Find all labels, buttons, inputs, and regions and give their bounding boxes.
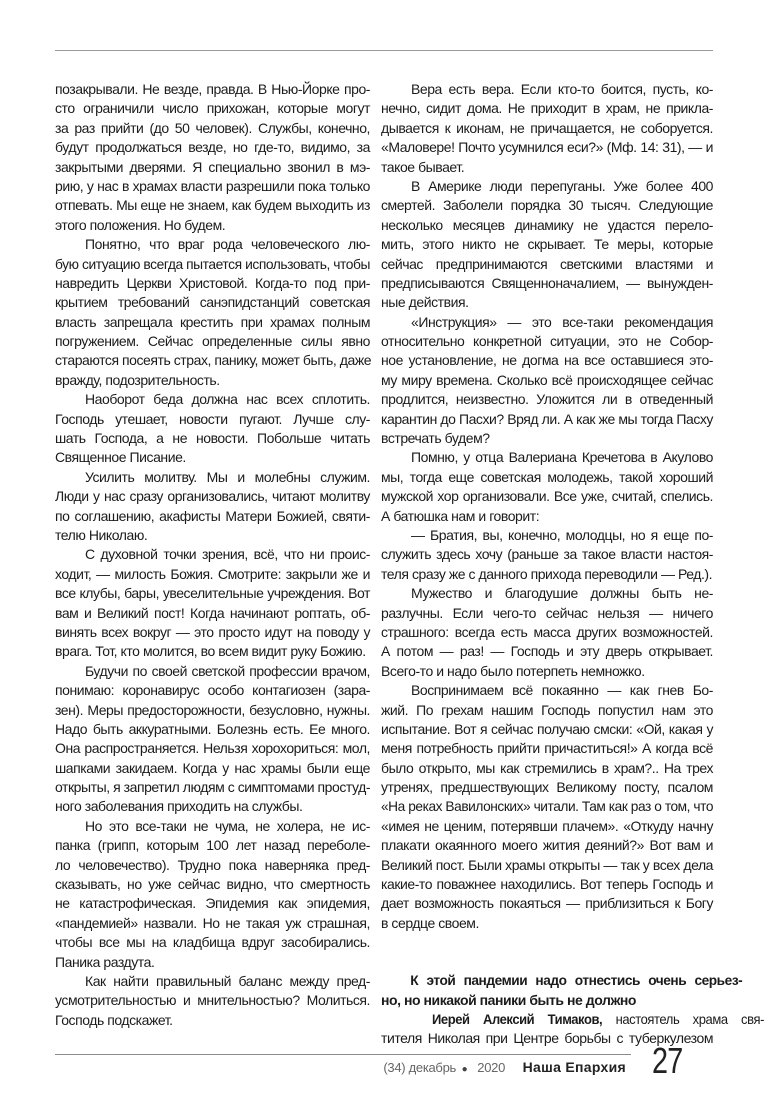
headline-line: но, но никакой паники быть не должно	[381, 991, 637, 1008]
text-line: С духовной точки зрения, всё, что ни проис-	[85, 546, 370, 563]
text-line: будут продолжаться везде, но где-то, видимо, за	[55, 139, 370, 156]
text-line: власть запрещала крестить при храмах полным	[55, 313, 370, 330]
text-line: служить здесь хочу (раньше за такое власти настоя-	[381, 546, 713, 563]
text-line: Воспринимаем всё покаянно — как гнев Бо-	[411, 682, 713, 699]
text-line: разлучны. Если чего-то сейчас нельзя — ничего	[381, 604, 713, 621]
text-line: вражду, подозрительность.	[55, 371, 220, 388]
text-line: утренях, предшествующих Великому посту, псалом	[381, 779, 713, 796]
text-line: предписываются Священноначалием, — вынужден-	[381, 274, 713, 291]
text-line: такое бывает.	[381, 158, 465, 175]
text-line: Наоборот беда должна нас всех сплотить.	[85, 391, 370, 408]
top-rule	[55, 50, 713, 51]
page-number: 27	[652, 1040, 683, 1081]
text-line: относительно конкретной ситуации, это не Собор-	[381, 333, 713, 350]
text-line: крытием требований санэпидстанций советская	[55, 294, 370, 311]
bullet-icon: ●	[461, 1064, 468, 1075]
text-line: понимаю: коронавирус особо контагиозен (зара-	[55, 682, 370, 699]
author-line: тителя Николая при Центре борьбы с туберкулезом	[381, 1030, 713, 1047]
text-line: «пандемией» назвали. Но не такая уж страшная,	[55, 914, 370, 931]
text-line: меня потребность прийти причаститься!» А когда всё	[381, 740, 713, 757]
text-line: Помню, у отца Валериана Кречетова в Акулово	[411, 449, 713, 466]
text-line: мить, этого никто не скрывает. Те меры, которые	[381, 236, 713, 253]
text-line: этого положения. Но будем.	[55, 216, 226, 233]
text-line: Надо быть аккуратными. Болезнь есть. Ее много.	[55, 720, 370, 737]
text-line: какие-то поважнее находились. Вот теперь Господь и	[381, 876, 713, 893]
text-line: дает возможность покаяться — приблизиться к Богу	[381, 895, 713, 912]
text-line: А батюшка нам и говорит:	[381, 507, 540, 524]
text-line: сказывать, но уже сейчас видно, что смертность	[55, 876, 370, 893]
text-line: Мужество и благодушие должны быть не-	[411, 585, 713, 602]
text-line: Вера есть вера. Если кто-то боится, пусть, ко-	[411, 81, 713, 97]
paragraph	[55, 662, 370, 817]
text-line: Как найти правильный баланс между пред-	[85, 972, 370, 989]
text-line: плакати окаянного моего жития деяний?» Вот вам и	[381, 837, 713, 854]
text-line: Священное Писание.	[55, 449, 186, 466]
text-line: бую ситуацию всегда пытается использовать, чтобы	[55, 255, 370, 272]
text-line: встречать будем?	[381, 430, 490, 447]
author-name: Иерей Алексий Тимаков,	[432, 1010, 603, 1027]
text-line: сто ограничили число прихожан, которые могут	[55, 100, 370, 117]
text-line: — Братия, вы, конечно, молодцы, но я еще по-	[411, 526, 713, 543]
text-line: открыты, я запретил людям с симптомами простуд-	[55, 779, 371, 796]
paragraph	[55, 390, 370, 468]
left-column	[55, 80, 370, 1030]
text-line: было открыто, мы как стремились в храм?.. На трех	[381, 759, 713, 776]
text-line: теля сразу же с данного прихода переводили — Ред.).	[381, 565, 713, 582]
text-line: Понятно, что враг рода человеческого лю-	[85, 236, 370, 253]
text-line: мы, тогда еще советская молодежь, такой хороший	[381, 468, 713, 485]
paragraph	[381, 177, 713, 313]
paragraph	[55, 972, 370, 1030]
text-line: по соглашению, акафисты Матери Божией, святи-	[55, 507, 370, 524]
text-line: «Маловере! Почто усумнился еси?» (Мф. 14: 31), — и	[381, 139, 713, 156]
text-line: винять всех вокруг — это просто идут на поводу у	[55, 623, 370, 640]
text-line: му миру времена. Сколько всё происходящее сейчас	[381, 371, 713, 388]
author-line	[381, 1010, 764, 1029]
text-line: ло человечество). Трудно пока наверняка пред-	[55, 856, 370, 873]
next-article-header	[381, 971, 764, 1049]
text-line: «имея не ценим, потерявши плачем». «Откуду начну	[381, 817, 713, 834]
text-line: закрытыми дверями. Я специально звонил в мэ-	[55, 158, 370, 175]
text-line: карантин до Пасхи? Вряд ли. А как же мы тогда Пасху	[381, 410, 713, 427]
paragraph	[55, 235, 370, 390]
text-line: Господь утешает, новости пугают. Лучше слу-	[55, 410, 370, 427]
paragraph	[55, 817, 370, 972]
text-line: ные действия.	[381, 294, 469, 311]
year-label: 2020	[477, 1060, 506, 1075]
text-line: не катастрофическая. Эпидемия как эпидемия,	[55, 895, 370, 912]
text-line: мужской хор организовали. Все уже, считай, спелись.	[381, 488, 713, 505]
text-line: стараются посеять страх, панику, может быть, даже	[55, 352, 372, 369]
text-line: Она распространяется. Нельзя хорохориться: мол,	[55, 740, 370, 757]
text-line: ходит, — милость Божия. Смотрите: закрыли же и	[55, 565, 370, 582]
text-line: продлится, неизвестно. Уложится ли в отведенный	[381, 391, 713, 408]
text-line: вам и Великий пост! Когда начинают роптать, об-	[55, 604, 370, 621]
text-line: смертей. Заболели порядка 30 тысяч. Следующие	[381, 197, 713, 214]
text-line: Всего-то и надо было потерпеть немножко.	[381, 662, 645, 679]
text-line: Люди у нас сразу организовались, читают молитву	[55, 488, 370, 505]
paragraph	[55, 468, 370, 546]
text-line: отпевать. Мы еще не знаем, как будем выходить из	[55, 197, 370, 214]
text-line: зен). Меры предосторожности, безусловно, нужны.	[55, 701, 370, 718]
text-line: в сердце своем.	[381, 914, 479, 931]
paragraph	[381, 80, 713, 177]
text-line: рию, у нас в храмах власти разрешили пока только	[55, 177, 370, 194]
text-line: шать Господа, а не новости. Побольше читать	[55, 430, 370, 447]
text-line: жий. По грехам нашим Господь попустил нам это	[381, 701, 713, 718]
text-line: погружением. Сейчас определенные силы явно	[55, 333, 370, 350]
text-line: телю Николаю.	[55, 526, 148, 543]
text-line: навредить Церкви Христовой. Когда-то под при-	[55, 274, 370, 291]
text-line: ного заболевания приходить на службы.	[55, 798, 303, 815]
author-title: настоятель храма свя-	[602, 1010, 764, 1027]
text-line: В Америке люди перепуганы. Уже более 400	[411, 177, 713, 194]
text-line: несколько месяцев динамику не удастся перело-	[381, 216, 713, 233]
text-line: испытание. Вот я сейчас получаю смски: «Ой, какая у	[381, 720, 713, 737]
text-line: сейчас предпринимаются светскими властями и	[381, 255, 713, 272]
right-column	[381, 80, 764, 1049]
bottom-rule	[55, 1054, 631, 1055]
paragraph	[381, 526, 713, 584]
magazine-name: Наша Епархия	[522, 1059, 626, 1075]
text-line: шапками закидаем. Когда у нас храмы были еще	[55, 759, 370, 776]
footer	[383, 1059, 626, 1075]
text-line: страшного: всегда есть масса других возможностей.	[381, 623, 713, 640]
text-line: Усилить молитву. Мы и молебны служим.	[85, 468, 370, 485]
text-line: за раз прийти (до 50 человек). Службы, конечно,	[55, 119, 370, 136]
text-line: Господь подскажет.	[55, 1011, 173, 1028]
paragraph	[381, 584, 713, 681]
paragraph	[55, 80, 370, 235]
text-line: чтобы все мы на кладбища вдруг засобирались.	[55, 934, 370, 951]
text-line: позакрывали. Не везде, правда. В Нью-Йорке про-	[55, 81, 370, 97]
text-line: усмотрительностью и мнительностью? Молиться.	[55, 992, 370, 1009]
text-line: панка (грипп, которым 100 лет назад переболе-	[55, 837, 370, 854]
text-line: врага. Тот, кто молится, во всем видит руку Божию.	[55, 643, 366, 660]
text-line: нечно, сидит дома. Не приходит в храм, не прикла-	[381, 100, 713, 117]
text-line: «Инструкция» — это все-таки рекомендация	[411, 313, 713, 330]
text-line: дывается к иконам, не причащается, не соборуется.	[381, 119, 713, 136]
text-line: ное установление, не догма на все оставшиеся это-	[381, 352, 713, 369]
text-line: «На реках Вавилонских» читали. Там как раз о том, что	[381, 798, 713, 815]
text-line: все клубы, бары, увеселительные учреждения. Вот	[55, 585, 370, 602]
paragraph	[381, 448, 713, 526]
paragraph	[381, 681, 713, 933]
paragraph	[55, 545, 370, 661]
headline-line: К этой пандемии надо отнестись очень серьез-	[410, 972, 743, 989]
text-line: Великий пост. Были храмы открыты — так у всех дела	[381, 856, 713, 873]
text-line: Паника раздута.	[55, 953, 155, 970]
text-line: Будучи по своей светской профессии врачом,	[85, 662, 370, 679]
text-line: Но это все-таки не чума, не холера, не ис-	[85, 817, 370, 834]
paragraph	[381, 313, 713, 449]
issue-label: (34) декабрь	[383, 1060, 456, 1075]
text-line: А потом — раз! — Господь и эту дверь открывает.	[381, 643, 713, 660]
